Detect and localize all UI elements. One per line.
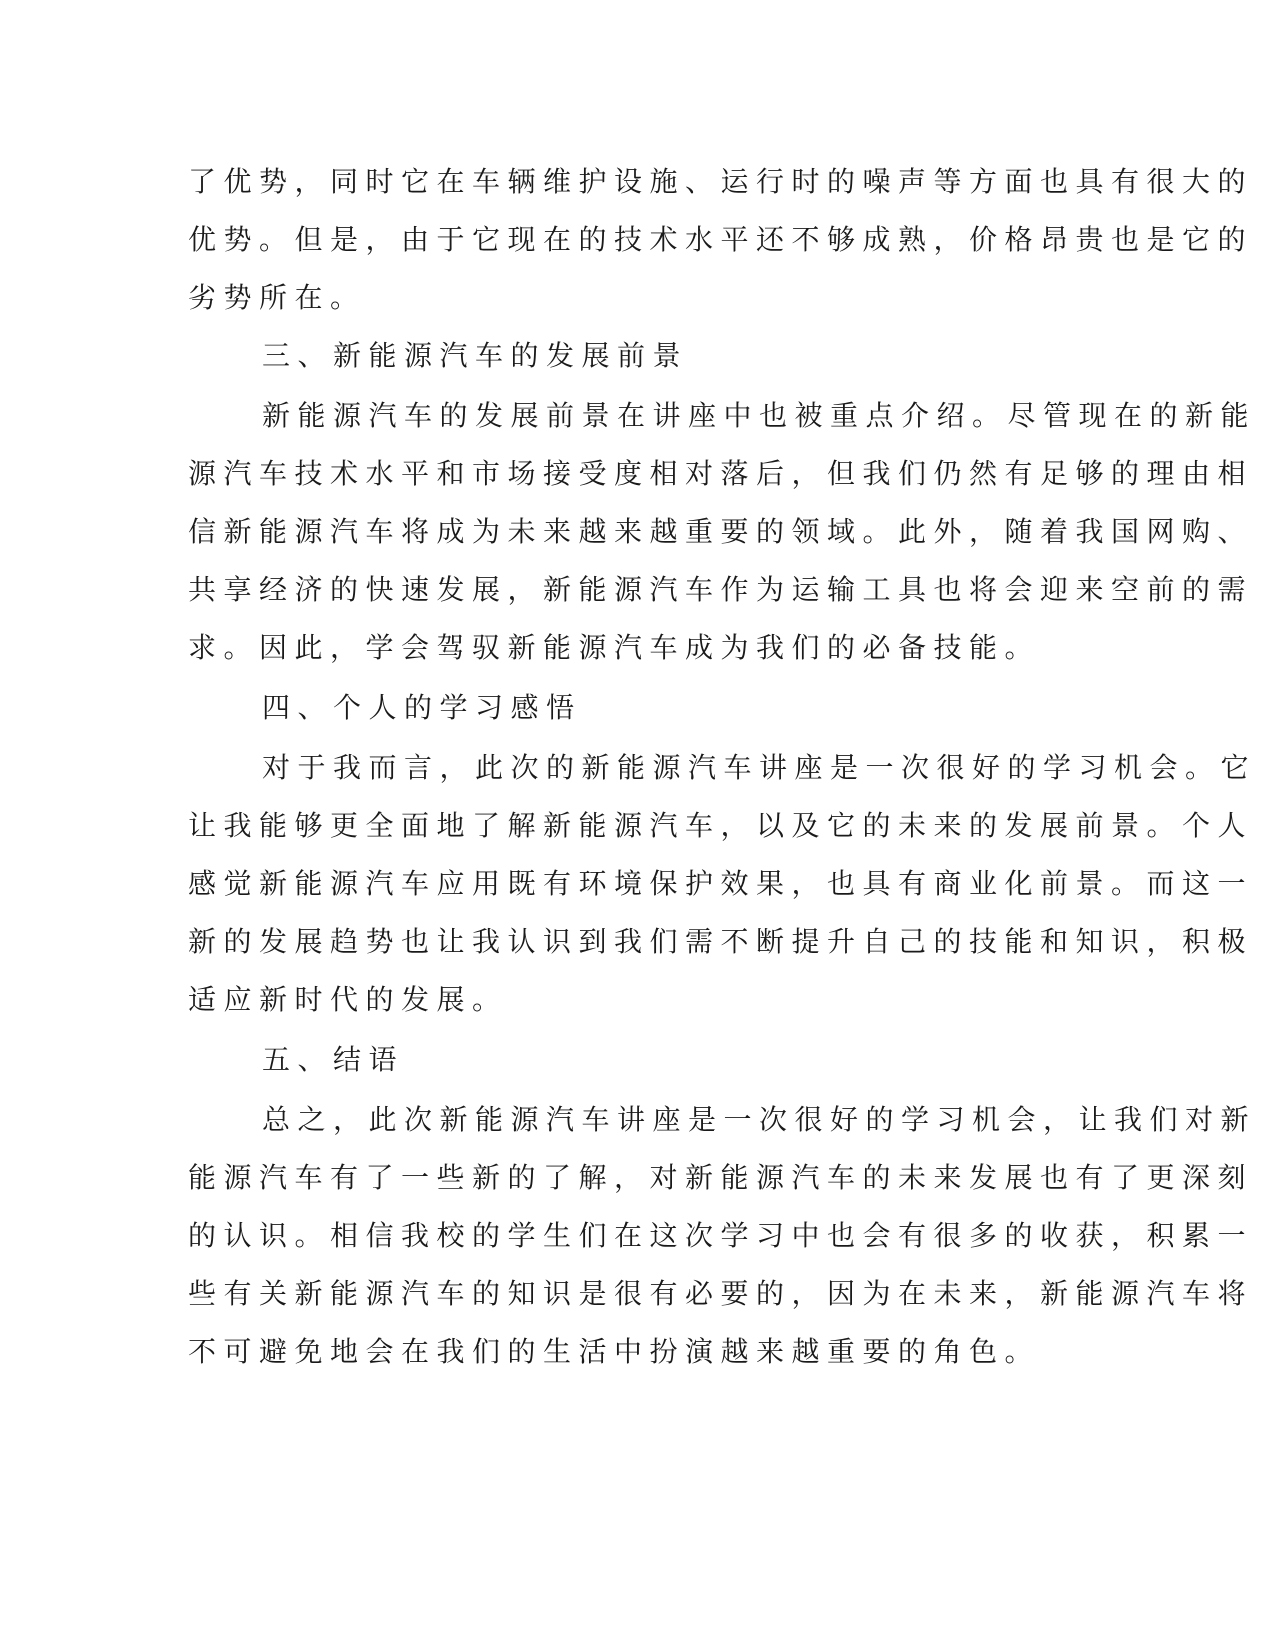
body-text-line: 优势。但是，由于它现在的技术水平还不够成熟，价格昂贵也是它的 [188, 223, 1254, 256]
body-text-line: 共享经济的快速发展，新能源汽车作为运输工具也将会迎来空前的需 [188, 573, 1254, 606]
body-text-line: 总之，此次新能源汽车讲座是一次很好的学习机会，让我们对新 [262, 1103, 1257, 1136]
body-text-line: 新能源汽车的发展前景在讲座中也被重点介绍。尽管现在的新能 [262, 399, 1257, 432]
body-text-line: 的认识。相信我校的学生们在这次学习中也会有很多的收获，积累一 [188, 1219, 1254, 1252]
body-text-line: 新的发展趋势也让我认识到我们需不断提升自己的技能和知识，积极 [188, 925, 1254, 958]
body-text-line: 了优势，同时它在车辆维护设施、运行时的噪声等方面也具有很大的 [188, 165, 1254, 198]
body-text-line: 能源汽车有了一些新的了解，对新能源汽车的未来发展也有了更深刻 [188, 1161, 1254, 1194]
body-text-line: 对于我而言，此次的新能源汽车讲座是一次很好的学习机会。它 [262, 751, 1257, 784]
body-text-line: 感觉新能源汽车应用既有环境保护效果，也具有商业化前景。而这一 [188, 867, 1254, 900]
body-text-line: 不可避免地会在我们的生活中扮演越来越重要的角色。 [188, 1335, 1041, 1368]
body-text-line: 劣势所在。 [188, 281, 366, 314]
body-text-line: 信新能源汽车将成为未来越来越重要的领域。此外，随着我国网购、 [188, 515, 1254, 548]
body-text-line: 求。因此，学会驾驭新能源汽车成为我们的必备技能。 [188, 631, 1041, 664]
section-heading: 四、个人的学习感悟 [262, 691, 582, 724]
section-heading: 三、新能源汽车的发展前景 [262, 339, 689, 372]
body-text-line: 些有关新能源汽车的知识是很有必要的，因为在未来，新能源汽车将 [188, 1277, 1254, 1310]
body-text-line: 源汽车技术水平和市场接受度相对落后，但我们仍然有足够的理由相 [188, 457, 1254, 490]
section-heading: 五、结语 [262, 1043, 405, 1076]
body-text-line: 让我能够更全面地了解新能源汽车，以及它的未来的发展前景。个人 [188, 809, 1254, 842]
body-text-line: 适应新时代的发展。 [188, 983, 508, 1016]
